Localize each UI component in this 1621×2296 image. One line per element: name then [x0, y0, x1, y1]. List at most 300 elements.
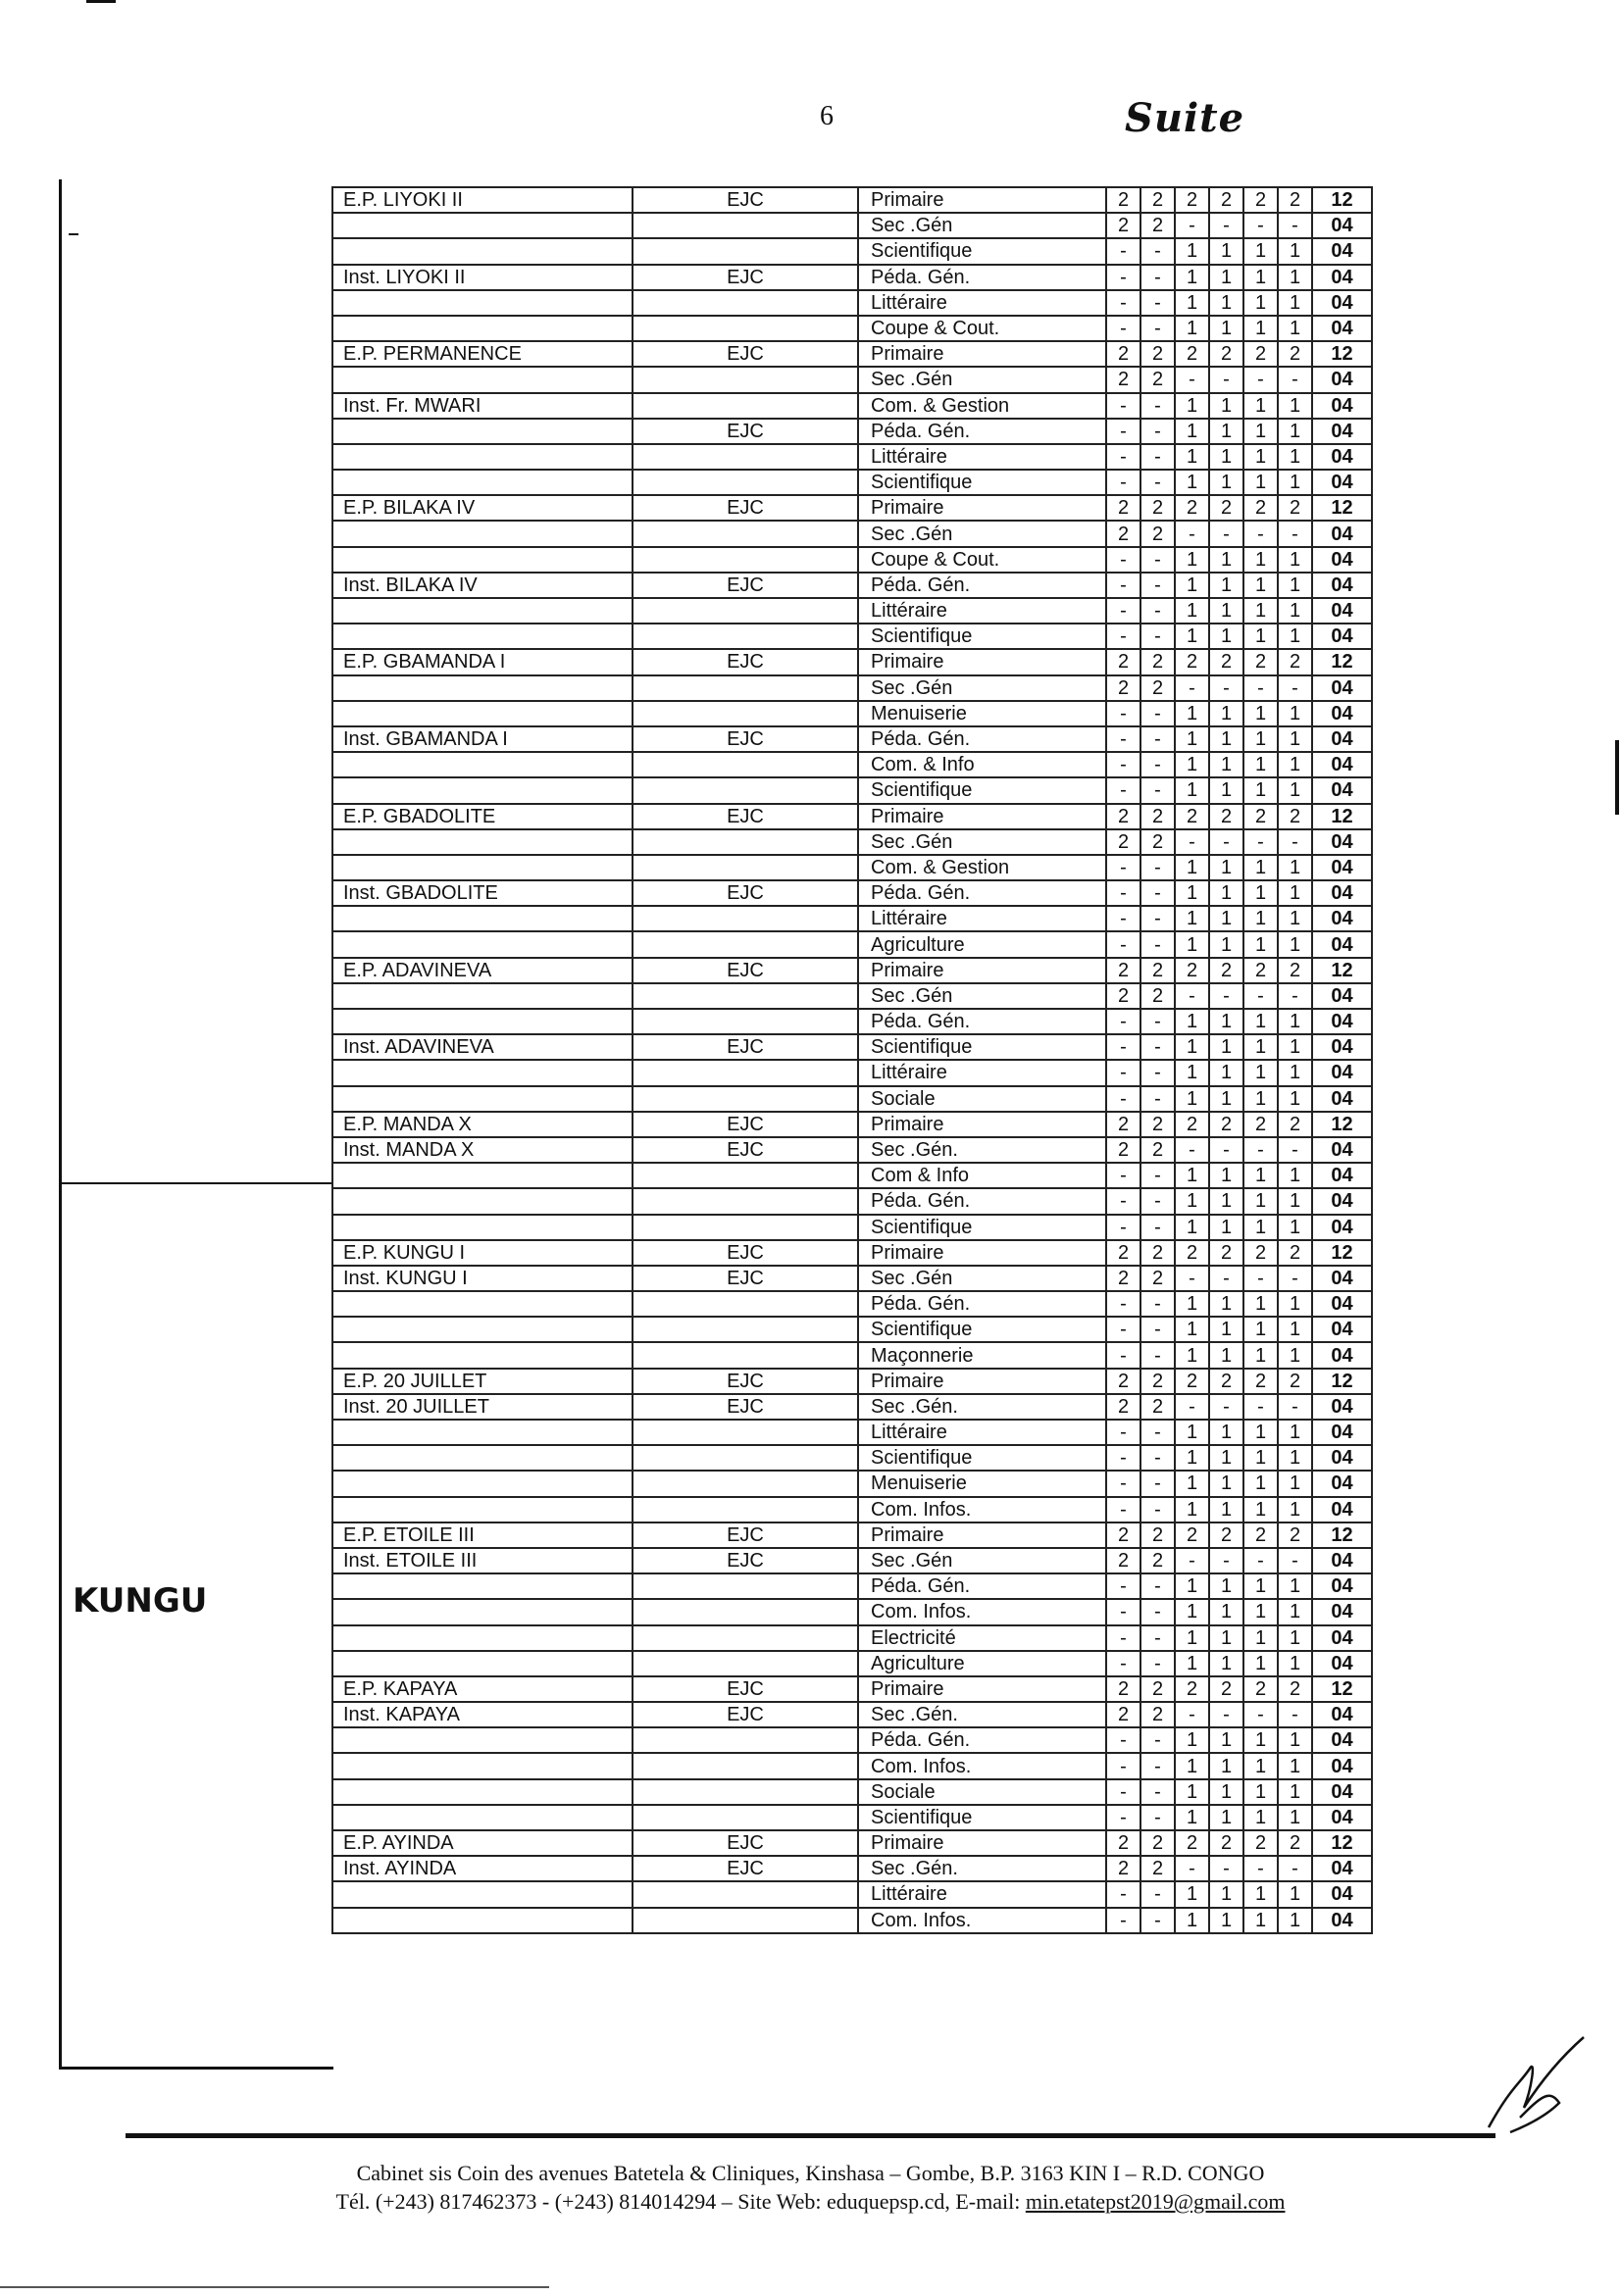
total-cell: 04	[1312, 1420, 1372, 1445]
count-cell: 2	[1175, 1240, 1209, 1266]
count-cell: 1	[1278, 880, 1312, 906]
count-cell: -	[1140, 1881, 1175, 1907]
option-cell: Scientifique	[858, 470, 1106, 495]
total-cell: 04	[1312, 547, 1372, 573]
count-cell: 2	[1140, 1369, 1175, 1394]
signature-mark	[1481, 2029, 1589, 2137]
count-cell: 1	[1243, 547, 1278, 573]
count-cell: 1	[1243, 1188, 1278, 1214]
count-cell: -	[1106, 1727, 1140, 1753]
option-cell: Littéraire	[858, 1420, 1106, 1445]
table-row	[332, 675, 1372, 701]
option-cell: Coupe & Cout.	[858, 316, 1106, 341]
count-cell: 2	[1106, 1702, 1140, 1727]
count-cell: -	[1106, 701, 1140, 726]
count-cell: -	[1209, 367, 1243, 392]
count-cell: 2	[1106, 1266, 1140, 1291]
count-cell: 2	[1278, 1112, 1312, 1137]
count-cell: 1	[1278, 1573, 1312, 1599]
school-cell	[332, 290, 633, 316]
management-cell	[633, 547, 858, 573]
school-cell: E.P. PERMANENCE	[332, 341, 633, 367]
count-cell: 1	[1243, 1471, 1278, 1496]
table-row	[332, 804, 1372, 829]
count-cell: 1	[1209, 1445, 1243, 1471]
school-cell	[332, 470, 633, 495]
count-cell: 1	[1175, 931, 1209, 957]
management-cell	[633, 1625, 858, 1651]
count-cell: 1	[1209, 1163, 1243, 1188]
management-cell: EJC	[633, 495, 858, 521]
count-cell: 1	[1278, 1881, 1312, 1907]
count-cell: -	[1106, 906, 1140, 931]
count-cell: 1	[1278, 1779, 1312, 1805]
management-cell: EJC	[633, 880, 858, 906]
count-cell: 2	[1209, 804, 1243, 829]
school-cell	[332, 829, 633, 855]
count-cell: 2	[1209, 187, 1243, 213]
table-row	[332, 829, 1372, 855]
count-cell: -	[1243, 1856, 1278, 1881]
total-cell: 04	[1312, 855, 1372, 880]
table-row	[332, 1163, 1372, 1188]
count-cell: -	[1106, 1420, 1140, 1445]
option-cell: Electricité	[858, 1625, 1106, 1651]
count-cell: 1	[1175, 726, 1209, 752]
table-row	[332, 1086, 1372, 1112]
school-cell: Inst. KAPAYA	[332, 1702, 633, 1727]
total-cell: 12	[1312, 1112, 1372, 1137]
count-cell: 1	[1209, 1291, 1243, 1317]
count-cell: 1	[1278, 1651, 1312, 1676]
count-cell: -	[1243, 521, 1278, 546]
count-cell: -	[1106, 855, 1140, 880]
count-cell: 1	[1175, 290, 1209, 316]
option-cell: Littéraire	[858, 290, 1106, 316]
count-cell: 1	[1175, 393, 1209, 419]
count-cell: 1	[1243, 1573, 1278, 1599]
total-cell: 12	[1312, 1369, 1372, 1394]
count-cell: 2	[1243, 649, 1278, 674]
management-cell	[633, 1471, 858, 1496]
count-cell: -	[1140, 1215, 1175, 1240]
count-cell: 1	[1175, 1188, 1209, 1214]
option-cell: Com. Infos.	[858, 1753, 1106, 1778]
count-cell: -	[1140, 1727, 1175, 1753]
management-cell	[633, 1497, 858, 1522]
school-cell	[332, 1420, 633, 1445]
count-cell: -	[1140, 1908, 1175, 1933]
count-cell: -	[1106, 1651, 1140, 1676]
count-cell: 2	[1175, 1112, 1209, 1137]
count-cell: 1	[1278, 1215, 1312, 1240]
option-cell: Primaire	[858, 804, 1106, 829]
count-cell: 1	[1278, 752, 1312, 777]
province-label: KUNGU	[73, 1581, 208, 1621]
count-cell: 2	[1106, 1830, 1140, 1856]
count-cell: -	[1106, 1599, 1140, 1624]
management-cell: EJC	[633, 1548, 858, 1573]
count-cell: 2	[1106, 1112, 1140, 1137]
total-cell: 04	[1312, 1445, 1372, 1471]
count-cell: 1	[1243, 1163, 1278, 1188]
count-cell: 1	[1175, 316, 1209, 341]
count-cell: -	[1106, 1086, 1140, 1112]
count-cell: 1	[1175, 238, 1209, 264]
total-cell: 04	[1312, 1471, 1372, 1496]
count-cell: -	[1106, 573, 1140, 598]
count-cell: 1	[1278, 598, 1312, 624]
count-cell: 1	[1278, 1291, 1312, 1317]
count-cell: 2	[1243, 958, 1278, 983]
footer-email-link[interactable]: min.etatepst2019@gmail.com	[1025, 2189, 1286, 2214]
school-cell	[332, 1573, 633, 1599]
total-cell: 04	[1312, 1548, 1372, 1573]
count-cell: -	[1140, 1163, 1175, 1188]
table-row	[332, 1727, 1372, 1753]
management-cell	[633, 1086, 858, 1112]
count-cell: -	[1106, 1215, 1140, 1240]
option-cell: Scientifique	[858, 1034, 1106, 1060]
school-cell: Inst. LIYOKI II	[332, 265, 633, 290]
count-cell: -	[1106, 444, 1140, 470]
count-cell: -	[1106, 393, 1140, 419]
table-row	[332, 777, 1372, 803]
school-cell	[332, 1471, 633, 1496]
total-cell: 12	[1312, 649, 1372, 674]
total-cell: 04	[1312, 1009, 1372, 1034]
total-cell: 04	[1312, 290, 1372, 316]
count-cell: -	[1140, 1599, 1175, 1624]
count-cell: -	[1175, 1394, 1209, 1420]
management-cell: EJC	[633, 1137, 858, 1163]
count-cell: 2	[1140, 1112, 1175, 1137]
total-cell: 04	[1312, 1625, 1372, 1651]
school-cell	[332, 983, 633, 1009]
count-cell: -	[1278, 1548, 1312, 1573]
count-cell: 2	[1106, 495, 1140, 521]
count-cell: 2	[1140, 1830, 1175, 1856]
count-cell: -	[1140, 1625, 1175, 1651]
count-cell: -	[1243, 829, 1278, 855]
count-cell: -	[1140, 906, 1175, 931]
total-cell: 12	[1312, 187, 1372, 213]
count-cell: 1	[1175, 906, 1209, 931]
total-cell: 04	[1312, 1394, 1372, 1420]
count-cell: 1	[1278, 726, 1312, 752]
option-cell: Agriculture	[858, 931, 1106, 957]
option-cell: Sociale	[858, 1779, 1106, 1805]
count-cell: 1	[1175, 1779, 1209, 1805]
total-cell: 12	[1312, 804, 1372, 829]
count-cell: -	[1106, 1573, 1140, 1599]
count-cell: 2	[1106, 1394, 1140, 1420]
edge-mark	[1615, 740, 1619, 815]
count-cell: 1	[1175, 598, 1209, 624]
option-cell: Primaire	[858, 1522, 1106, 1548]
count-cell: 1	[1209, 701, 1243, 726]
management-cell	[633, 1753, 858, 1778]
count-cell: -	[1209, 983, 1243, 1009]
school-cell	[332, 1779, 633, 1805]
count-cell: 2	[1140, 521, 1175, 546]
count-cell: 1	[1175, 419, 1209, 444]
management-cell: EJC	[633, 573, 858, 598]
count-cell: -	[1106, 1163, 1140, 1188]
count-cell: 1	[1209, 1086, 1243, 1112]
count-cell: 1	[1278, 931, 1312, 957]
count-cell: 1	[1209, 1060, 1243, 1085]
school-cell: E.P. BILAKA IV	[332, 495, 633, 521]
count-cell: -	[1278, 829, 1312, 855]
total-cell: 04	[1312, 265, 1372, 290]
count-cell: 2	[1106, 187, 1140, 213]
management-cell	[633, 1342, 858, 1368]
table-row	[332, 1625, 1372, 1651]
school-cell	[332, 1881, 633, 1907]
count-cell: 2	[1209, 1240, 1243, 1266]
count-cell: -	[1106, 265, 1140, 290]
count-cell: 2	[1209, 341, 1243, 367]
count-cell: -	[1140, 470, 1175, 495]
option-cell: Péda. Gén.	[858, 1009, 1106, 1034]
dash-mark	[69, 233, 78, 235]
option-cell: Péda. Gén.	[858, 1188, 1106, 1214]
total-cell: 04	[1312, 1779, 1372, 1805]
table-row	[332, 752, 1372, 777]
count-cell: -	[1140, 1188, 1175, 1214]
table-row	[332, 316, 1372, 341]
total-cell: 12	[1312, 1522, 1372, 1548]
table-row	[332, 1369, 1372, 1394]
count-cell: 1	[1209, 1009, 1243, 1034]
option-cell: Primaire	[858, 1112, 1106, 1137]
management-cell	[633, 598, 858, 624]
count-cell: 1	[1278, 470, 1312, 495]
table-row	[332, 1291, 1372, 1317]
option-cell: Sec .Gén.	[858, 1856, 1106, 1881]
count-cell: -	[1106, 1805, 1140, 1830]
table-row	[332, 238, 1372, 264]
management-cell	[633, 1317, 858, 1342]
count-cell: 2	[1140, 495, 1175, 521]
count-cell: -	[1209, 521, 1243, 546]
management-cell	[633, 290, 858, 316]
total-cell: 12	[1312, 341, 1372, 367]
management-cell	[633, 393, 858, 419]
count-cell: -	[1140, 290, 1175, 316]
count-cell: 1	[1278, 1497, 1312, 1522]
count-cell: -	[1106, 880, 1140, 906]
count-cell: 1	[1209, 1881, 1243, 1907]
option-cell: Primaire	[858, 341, 1106, 367]
option-cell: Com. Infos.	[858, 1908, 1106, 1933]
school-cell	[332, 598, 633, 624]
school-cell	[332, 701, 633, 726]
count-cell: 1	[1243, 777, 1278, 803]
total-cell: 04	[1312, 444, 1372, 470]
count-cell: 1	[1243, 1420, 1278, 1445]
table-row	[332, 1702, 1372, 1727]
count-cell: -	[1140, 701, 1175, 726]
management-cell	[633, 470, 858, 495]
option-cell: Sociale	[858, 1086, 1106, 1112]
count-cell: 1	[1175, 777, 1209, 803]
count-cell: -	[1106, 470, 1140, 495]
count-cell: 2	[1243, 1522, 1278, 1548]
province-separator	[59, 1182, 333, 1184]
management-cell	[633, 1881, 858, 1907]
option-cell: Péda. Gén.	[858, 1727, 1106, 1753]
count-cell: 1	[1175, 1881, 1209, 1907]
total-cell: 04	[1312, 1086, 1372, 1112]
table-row	[332, 880, 1372, 906]
count-cell: 2	[1106, 804, 1140, 829]
count-cell: 1	[1243, 238, 1278, 264]
total-cell: 04	[1312, 213, 1372, 238]
total-cell: 12	[1312, 495, 1372, 521]
count-cell: 1	[1278, 419, 1312, 444]
school-cell	[332, 419, 633, 444]
count-cell: 1	[1175, 1317, 1209, 1342]
count-cell: -	[1175, 829, 1209, 855]
count-cell: 1	[1243, 1215, 1278, 1240]
school-cell	[332, 1188, 633, 1214]
count-cell: 2	[1106, 1522, 1140, 1548]
count-cell: 1	[1243, 1342, 1278, 1368]
total-cell: 12	[1312, 1240, 1372, 1266]
management-cell: EJC	[633, 649, 858, 674]
count-cell: 2	[1243, 341, 1278, 367]
count-cell: 2	[1278, 1369, 1312, 1394]
province-column-border	[59, 179, 62, 2070]
count-cell: -	[1175, 1137, 1209, 1163]
total-cell: 04	[1312, 777, 1372, 803]
management-cell	[633, 1291, 858, 1317]
management-cell	[633, 1599, 858, 1624]
option-cell: Sec .Gén	[858, 1266, 1106, 1291]
table-row	[332, 470, 1372, 495]
school-cell	[332, 1342, 633, 1368]
total-cell: 04	[1312, 1291, 1372, 1317]
count-cell: -	[1106, 419, 1140, 444]
count-cell: 1	[1243, 290, 1278, 316]
count-cell: 1	[1278, 1060, 1312, 1085]
total-cell: 04	[1312, 1702, 1372, 1727]
count-cell: -	[1140, 931, 1175, 957]
count-cell: -	[1278, 1856, 1312, 1881]
count-cell: 2	[1278, 1830, 1312, 1856]
count-cell: 1	[1278, 1188, 1312, 1214]
count-cell: 1	[1209, 419, 1243, 444]
count-cell: 1	[1209, 1625, 1243, 1651]
school-cell	[332, 1625, 633, 1651]
count-cell: 2	[1209, 1369, 1243, 1394]
count-cell: 1	[1209, 547, 1243, 573]
table-row	[332, 726, 1372, 752]
count-cell: 1	[1278, 265, 1312, 290]
count-cell: 2	[1140, 983, 1175, 1009]
management-cell: EJC	[633, 804, 858, 829]
option-cell: Littéraire	[858, 598, 1106, 624]
count-cell: 2	[1140, 1856, 1175, 1881]
count-cell: 2	[1278, 341, 1312, 367]
table-row	[332, 1060, 1372, 1085]
school-cell	[332, 675, 633, 701]
count-cell: 2	[1243, 1240, 1278, 1266]
table-row	[332, 547, 1372, 573]
count-cell: -	[1175, 1856, 1209, 1881]
table-body	[332, 187, 1372, 1933]
table-row	[332, 1522, 1372, 1548]
total-cell: 04	[1312, 752, 1372, 777]
school-cell: Inst. AYINDA	[332, 1856, 633, 1881]
management-cell: EJC	[633, 1394, 858, 1420]
table-row	[332, 1215, 1372, 1240]
total-cell: 04	[1312, 906, 1372, 931]
table-row	[332, 495, 1372, 521]
school-cell: E.P. 20 JUILLET	[332, 1369, 633, 1394]
management-cell	[633, 1779, 858, 1805]
count-cell: -	[1140, 444, 1175, 470]
count-cell: -	[1140, 1471, 1175, 1496]
count-cell: 1	[1175, 547, 1209, 573]
option-cell: Sec .Gén	[858, 675, 1106, 701]
table-row	[332, 1445, 1372, 1471]
count-cell: 1	[1243, 470, 1278, 495]
count-cell: 1	[1243, 1753, 1278, 1778]
option-cell: Com. & Info	[858, 752, 1106, 777]
count-cell: -	[1140, 547, 1175, 573]
management-cell	[633, 906, 858, 931]
option-cell: Scientifique	[858, 1215, 1106, 1240]
option-cell: Com. Infos.	[858, 1497, 1106, 1522]
school-cell: Inst. GBADOLITE	[332, 880, 633, 906]
school-cell: E.P. ETOILE III	[332, 1522, 633, 1548]
count-cell: -	[1106, 1908, 1140, 1933]
count-cell: 2	[1243, 1676, 1278, 1702]
total-cell: 12	[1312, 958, 1372, 983]
count-cell: 1	[1243, 1908, 1278, 1933]
count-cell: 1	[1243, 1291, 1278, 1317]
count-cell: 1	[1209, 752, 1243, 777]
count-cell: 1	[1278, 238, 1312, 264]
count-cell: 1	[1209, 598, 1243, 624]
table-row	[332, 1805, 1372, 1830]
count-cell: -	[1140, 1060, 1175, 1085]
school-cell: Inst. ETOILE III	[332, 1548, 633, 1573]
count-cell: 2	[1140, 367, 1175, 392]
table-row	[332, 1676, 1372, 1702]
option-cell: Sec .Gén.	[858, 1702, 1106, 1727]
count-cell: 1	[1243, 1805, 1278, 1830]
province-column-bottom	[59, 2067, 333, 2070]
count-cell: 1	[1175, 1060, 1209, 1085]
count-cell: -	[1106, 1060, 1140, 1085]
table-row	[332, 393, 1372, 419]
option-cell: Primaire	[858, 1369, 1106, 1394]
total-cell: 04	[1312, 419, 1372, 444]
count-cell: 2	[1175, 804, 1209, 829]
count-cell: -	[1243, 1548, 1278, 1573]
count-cell: 2	[1140, 675, 1175, 701]
count-cell: 2	[1243, 187, 1278, 213]
count-cell: 2	[1140, 804, 1175, 829]
option-cell: Primaire	[858, 495, 1106, 521]
table-row	[332, 1137, 1372, 1163]
table-row	[332, 419, 1372, 444]
count-cell: 2	[1140, 187, 1175, 213]
